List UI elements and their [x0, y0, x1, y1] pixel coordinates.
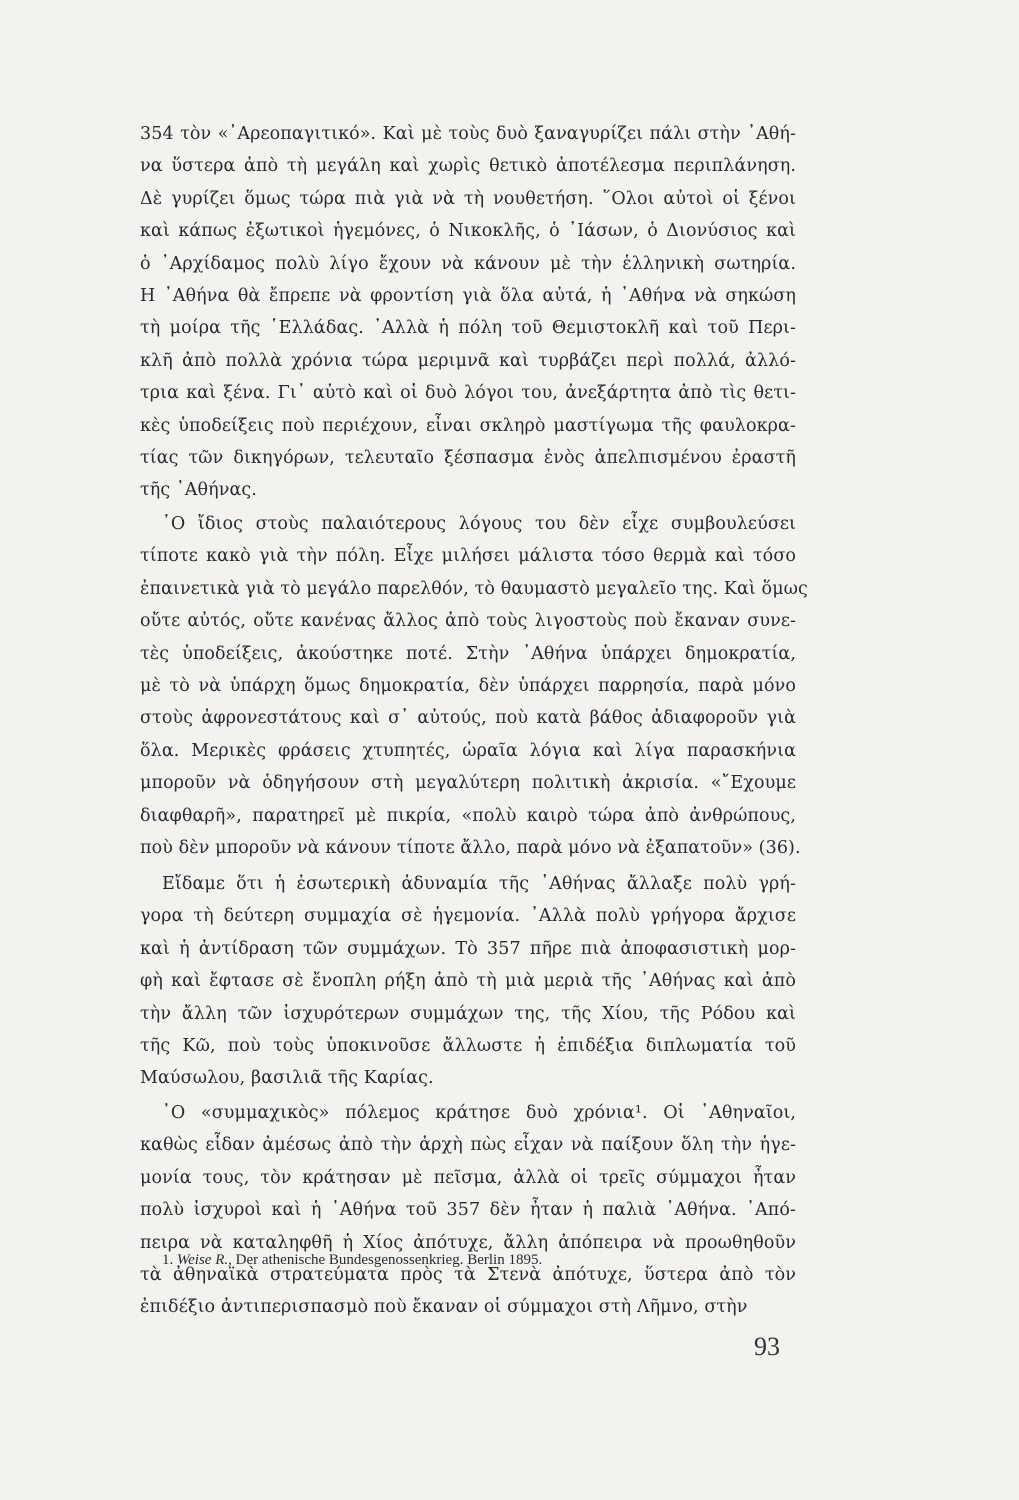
paragraph-3	[140, 868, 796, 1095]
paragraph-2	[140, 508, 808, 864]
paragraph2-line: ὅλα. Μερικὲς φράσεις χτυπητές, ὡραῖα λόγια καὶ λίγα παρασκήνια	[140, 740, 796, 761]
paragraph4-line: πειρα νὰ καταληφθῆ ἡ Χίος ἀπότυχε, ἄλλη ἀπόπειρα νὰ προωθηθοῦν	[140, 1232, 796, 1253]
paragraph2-line: μποροῦν νὰ ὁδηγήσουν στὴ μεγαλύτερη πολιτικὴ ἀκρισία. «῎Εχουμε	[140, 773, 796, 794]
paragraph4-line: καθὼς εἶδαν ἀμέσως ἀπὸ τὴν ἀρχὴ πὼς εἶχαν νὰ παίξουν ὅλη τὴν ἡγε-	[140, 1135, 796, 1156]
paragraph3-line: καὶ ἡ ἀντίδραση τῶν συμμάχων. Τὸ 357 πῆρε πιὰ ἀποφασιστικὴ μορ-	[140, 938, 796, 959]
paragraph2-line: τίποτε κακὸ γιὰ τὴν πόλη. Εἶχε μιλήσει μάλιστα τόσο θερμὰ καὶ τόσο	[140, 546, 796, 567]
paragraph2-line: ἐπαινετικὰ γιὰ τὸ μεγάλο παρελθόν, τὸ θαυμαστὸ μεγαλεῖο της. Καὶ ὅμως	[140, 578, 808, 599]
paragraph2-line: στοὺς ἀφρονεστάτους καὶ σ᾿ αὐτούς, ποὺ κατὰ βάθος ἀδιαφοροῦν γιὰ	[140, 708, 796, 729]
footnote-text: , Der athenische Bundesgenossenkrieg. Berlin 1895.	[228, 1252, 543, 1268]
paragraph1-line: τῆς ᾿Αθήνας.	[140, 480, 257, 501]
paragraph-1	[140, 118, 796, 507]
paragraph4-line: ἐπιδέξιο ἀντιπερισπασμὸ ποὺ ἔκαναν οἱ σύμμαχοι στὴ Λῆμνο, στὴν	[140, 1297, 748, 1318]
paragraph-4	[140, 1097, 796, 1324]
paragraph2-line: μὲ τὸ νὰ ὑπάρχη ὅμως δημοκρατία, δὲν ὑπάρχει παρρησία, παρὰ μόνο	[140, 675, 796, 696]
paragraph4-line: ῾Ο «συμμαχικὸς» πόλεμος κράτησε δυὸ χρόνια¹. Οἱ ᾿Αθηναῖοι,	[162, 1103, 796, 1123]
paragraph1-line: Η ᾿Αθήνα θὰ ἔπρεπε νὰ φροντίση γιὰ ὅλα αὐτά, ἡ ᾿Αθήνα νὰ σηκώση	[140, 285, 796, 306]
paragraph1-line: τρια καὶ ξένα. Γι᾿ αὐτὸ καὶ οἱ δυὸ λόγοι του, ἀνεξάρτητα ἀπὸ τὶς θετι-	[140, 383, 796, 404]
footnote-number: 1.	[162, 1252, 174, 1268]
page-number: 93	[754, 1332, 780, 1361]
paragraph4-line: μονία τους, τὸν κράτησαν μὲ πεῖσμα, ἀλλὰ οἱ τρεῖς σύμμαχοι ἦταν	[140, 1167, 796, 1188]
paragraph1-line: ὁ ᾿Αρχίδαμος πολὺ λίγο ἔχουν νὰ κάνουν μὲ τὴν ἑλληνικὴ σωτηρία.	[140, 253, 796, 274]
paragraph2-line: τὲς ὑποδείξεις, ἀκούστηκε ποτέ. Στὴν ᾿Αθήνα ὑπάρχει δημοκρατία,	[140, 643, 796, 664]
paragraph3-line: τῆς Κῶ, ποὺ τοὺς ὑποκινοῦσε ἄλλωστε ἡ ἐπιδέξια διπλωματία τοῦ	[140, 1035, 796, 1056]
footnote	[162, 1252, 542, 1269]
paragraph4-line: τὰ ἀθηναϊκὰ στρατεύματα πρὸς τὰ Στενὰ ἀπότυχε, ὕστερα ἀπὸ τὸν	[140, 1264, 796, 1285]
footnote-author: Weise R.	[177, 1252, 229, 1268]
paragraph3-line: Μαύσωλου, βασιλιᾶ τῆς Καρίας.	[140, 1068, 434, 1089]
paragraph2-line: διαφθαρῆ», παρατηρεῖ μὲ πικρία, «πολὺ καιρὸ τώρα ἀπὸ ἀνθρώπους,	[140, 805, 796, 826]
paragraph1-line: τίας τῶν δικηγόρων, τελευταῖο ξέσπασμα ἑνὸς ἀπελπισμένου ἐραστῆ	[140, 447, 796, 468]
paragraph1-line: 354 τὸν «᾿Αρεοπαγιτικό». Καὶ μὲ τοὺς δυὸ ξαναγυρίζει πάλι στὴν ᾿Αθή-	[140, 124, 796, 144]
paragraph3-line: γορα τὴ δεύτερη συμμαχία σὲ ἡγεμονία. ᾿Αλλὰ πολὺ γρήγορα ἄρχισε	[140, 906, 796, 927]
paragraph1-line: κλῆ ἀπὸ πολλὰ χρόνια τώρα μεριμνᾶ καὶ τυρβάζει περὶ πολλά, ἀλλό-	[140, 350, 796, 371]
paragraph1-line: καὶ κάπως ἐξωτικοὶ ἡγεμόνες, ὁ Νικοκλῆς, ὁ ᾿Ιάσων, ὁ Διονύσιος καὶ	[140, 221, 796, 242]
paragraph2-line: ῾Ο ἴδιος στοὺς παλαιότερους λόγους του δὲν εἶχε συμβουλεύσει	[162, 514, 796, 534]
paragraph4-line: πολὺ ἰσχυροὶ καὶ ἡ ᾿Αθήνα τοῦ 357 δὲν ἦταν ἡ παλιὰ ᾿Αθήνα. ᾿Από-	[140, 1200, 796, 1221]
paragraph1-line: τὴ μοίρα τῆς ῾Ελλάδας. ᾿Αλλὰ ἡ πόλη τοῦ Θεμιστοκλῆ καὶ τοῦ Περι-	[140, 318, 796, 339]
paragraph3-line: Εἴδαμε ὅτι ἡ ἐσωτερικὴ ἀδυναμία τῆς ᾿Αθήνας ἄλλαξε πολὺ γρή-	[162, 874, 796, 894]
paragraph1-line: κὲς ὑποδείξεις ποὺ περιέχουν, εἶναι σκληρὸ μαστίγωμα τῆς φαυλοκρα-	[140, 415, 796, 436]
paragraph2-line: ποὺ δὲν μποροῦν νὰ κάνουν τίποτε ἄλλο, παρὰ μόνο νὰ ἐξαπατοῦν» (36).	[140, 837, 801, 858]
paragraph3-line: φὴ καὶ ἔφτασε σὲ ἔνοπλη ρήξη ἀπὸ τὴ μιὰ μεριὰ τῆς ᾿Αθήνας καὶ ἀπὸ	[140, 971, 796, 992]
paragraph2-line: οὔτε αὐτός, οὔτε κανένας ἄλλος ἀπὸ τοὺς λιγοστοὺς ποὺ ἔκαναν συνε-	[140, 611, 796, 632]
paragraph1-line: να ὕστερα ἀπὸ τὴ μεγάλη καὶ χωρὶς θετικὸ ἀποτέλεσμα περιπλάνηση.	[140, 156, 796, 177]
paragraph3-line: τὴν ἄλλη τῶν ἰσχυρότερων συμμάχων της, τῆς Χίου, τῆς Ρόδου καὶ	[140, 1003, 796, 1024]
paragraph1-line: Δὲ γυρίζει ὅμως τώρα πιὰ γιὰ νὰ τὴ νουθετήση. ῞Ολοι αὐτοὶ οἱ ξένοι	[140, 188, 796, 209]
